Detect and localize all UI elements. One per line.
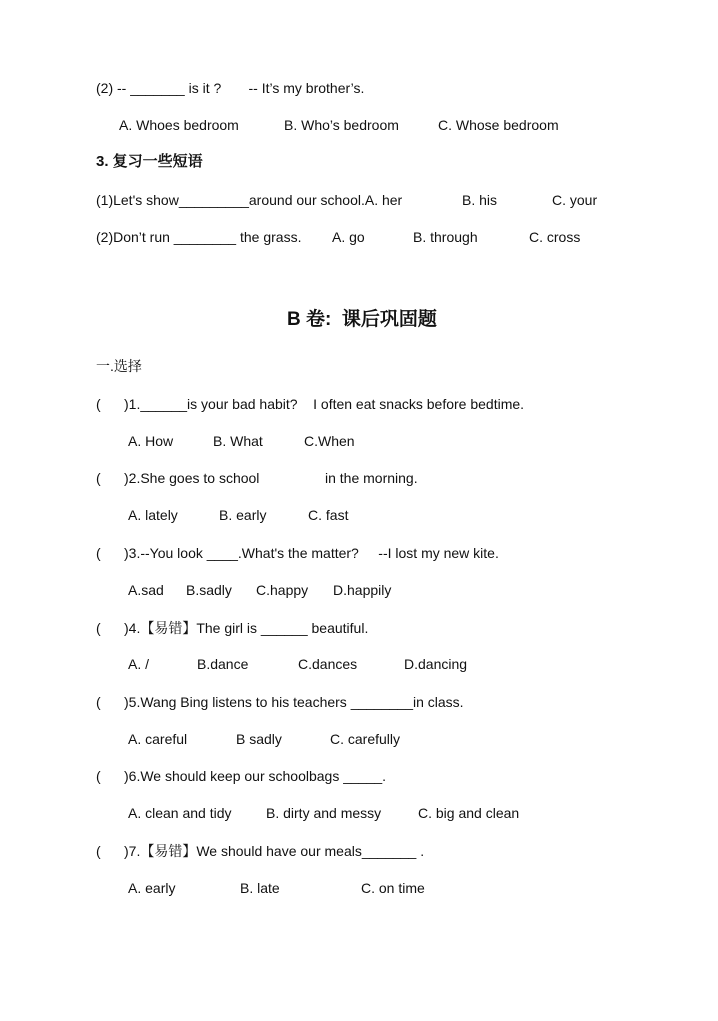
phrase-q1-stem: (1)Let's show_________around our school.A. her bbox=[96, 192, 403, 208]
answer-paren: ( bbox=[96, 843, 101, 859]
option-d: D.happily bbox=[333, 582, 392, 598]
option-a: A. Whoes bedroom bbox=[119, 117, 239, 133]
option-b: B. through bbox=[413, 229, 478, 245]
option-b: B. early bbox=[219, 507, 267, 523]
part-b-title: B 卷: 课后巩固题 bbox=[287, 309, 437, 330]
option-b: B.sadly bbox=[186, 582, 232, 598]
phrase-q2-stem: (2)Don’t run ________ the grass. bbox=[96, 229, 302, 245]
option-b: B. dirty and messy bbox=[266, 805, 382, 821]
option-a: A. How bbox=[128, 433, 174, 449]
option-c: C. cross bbox=[529, 229, 581, 245]
option-a: A. lately bbox=[128, 507, 178, 523]
option-a: A. early bbox=[128, 880, 176, 896]
answer-paren: ( bbox=[96, 470, 101, 486]
answer-paren: ( bbox=[96, 545, 101, 561]
option-b: B. What bbox=[213, 433, 263, 449]
option-b: B. Who’s bedroom bbox=[284, 117, 399, 133]
option-c: C.happy bbox=[256, 582, 309, 598]
option-c: C. your bbox=[552, 192, 598, 208]
option-c: C. big and clean bbox=[418, 805, 520, 821]
question-3-stem: )3.--You look ____.What's the matter? --I lost my new kite. bbox=[124, 545, 499, 561]
option-a: A. clean and tidy bbox=[128, 805, 232, 821]
question-a2-stem: (2) -- _______ is it ? -- It’s my brother’s. bbox=[96, 80, 365, 96]
option-a: A. careful bbox=[128, 731, 188, 747]
answer-paren: ( bbox=[96, 694, 101, 710]
answer-paren: ( bbox=[96, 620, 101, 636]
question-2-stem: )2.She goes to school bbox=[124, 470, 260, 486]
section-3-heading: 3. 复习一些短语 bbox=[96, 153, 203, 170]
option-b: B.dance bbox=[197, 656, 249, 672]
option-c: C. on time bbox=[361, 880, 425, 896]
question-2-stem-tail: in the morning. bbox=[325, 470, 418, 486]
option-a: A. / bbox=[128, 656, 150, 672]
question-1-stem: )1.______is your bad habit? I often eat snacks before bedtime. bbox=[124, 396, 525, 412]
option-c: C. carefully bbox=[330, 731, 401, 747]
option-d: D.dancing bbox=[404, 656, 468, 672]
section-label: 一.选择 bbox=[96, 358, 142, 374]
option-b: B sadly bbox=[236, 731, 282, 747]
option-b: B. his bbox=[462, 192, 498, 208]
option-a: A. go bbox=[332, 229, 365, 245]
option-c: C. Whose bedroom bbox=[438, 117, 559, 133]
question-5-stem: )5.Wang Bing listens to his teachers ________in class. bbox=[124, 694, 464, 710]
answer-paren: ( bbox=[96, 396, 101, 412]
question-7-stem: )7.【易错】We should have our meals_______ . bbox=[124, 843, 425, 859]
question-6-stem: )6.We should keep our schoolbags _____. bbox=[124, 768, 387, 784]
option-a: A.sad bbox=[128, 582, 164, 598]
option-c: C. fast bbox=[308, 507, 349, 523]
answer-paren: ( bbox=[96, 768, 101, 784]
option-c: C.When bbox=[304, 433, 355, 449]
question-4-stem: )4.【易错】The girl is ______ beautiful. bbox=[124, 620, 369, 636]
option-b: B. late bbox=[240, 880, 280, 896]
option-c: C.dances bbox=[298, 656, 358, 672]
